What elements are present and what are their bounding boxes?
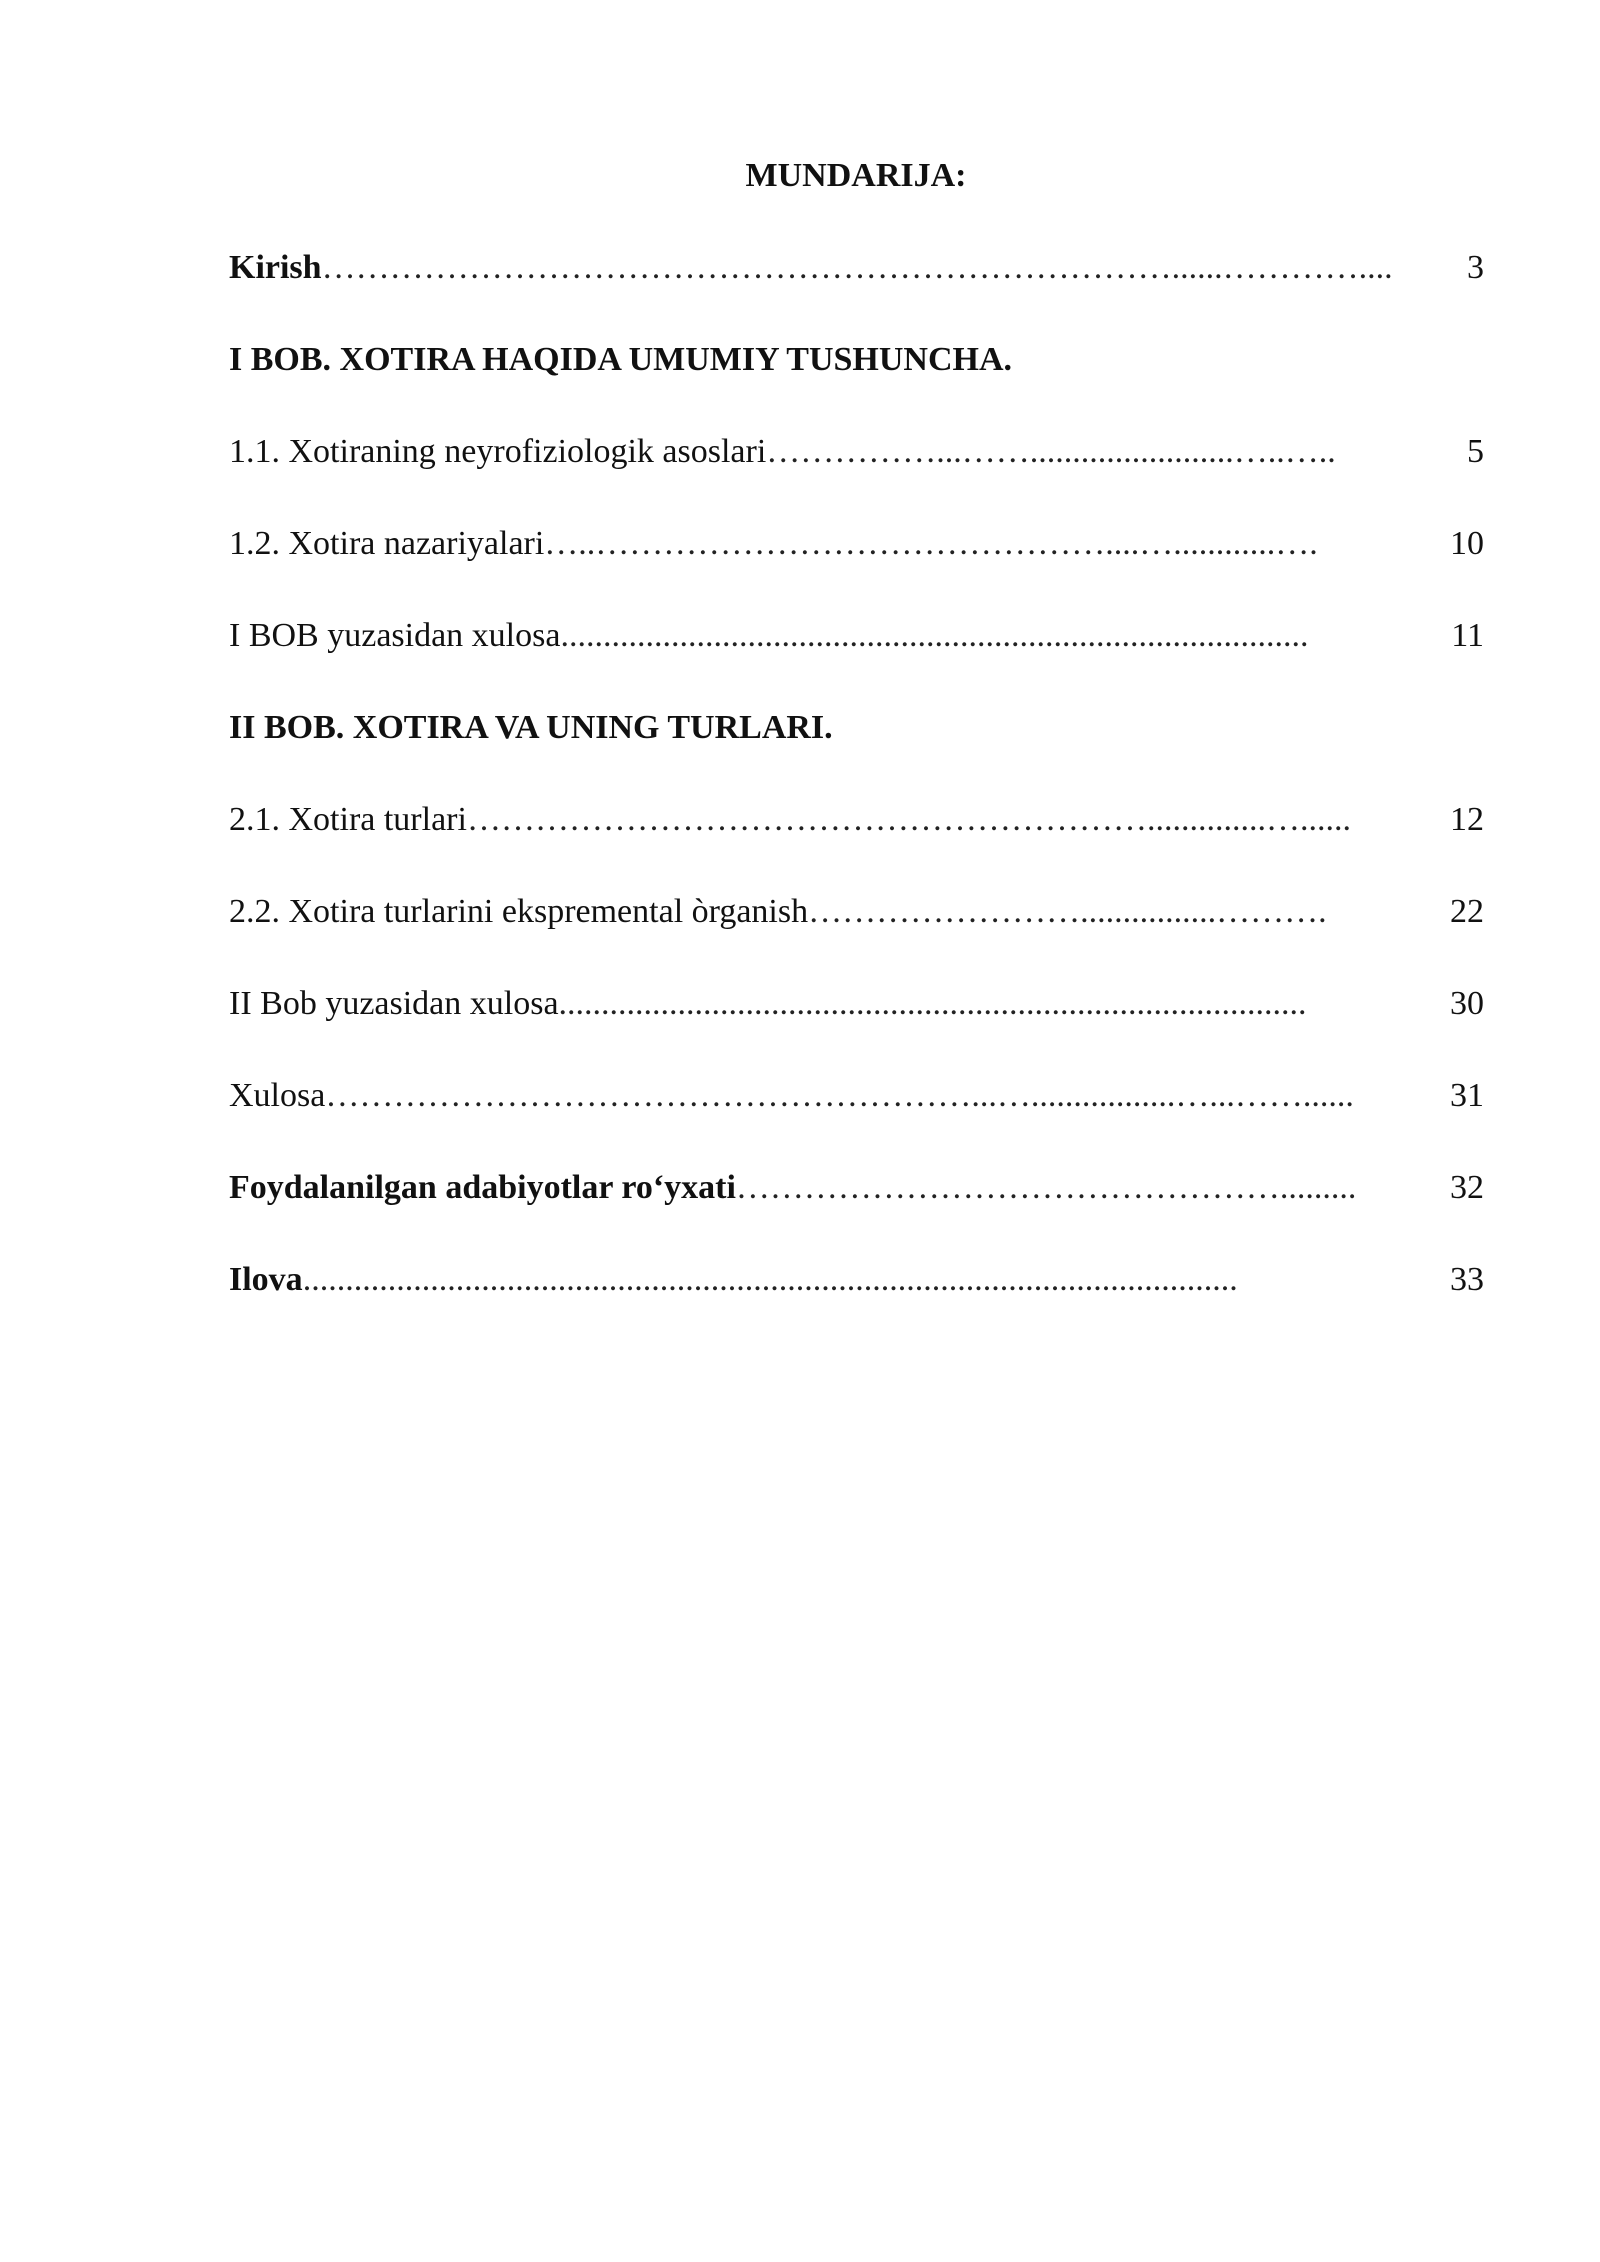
- toc-entry-label: II BOB. XOTIRA VA UNING TURLARI.: [229, 709, 833, 746]
- toc-entry-leader: …………………………………………………...….................…...……......: [325, 1077, 1354, 1114]
- toc-entry-leader: ..............................................................................................................: [302, 1261, 1238, 1298]
- toc-entry-page: 3: [1467, 249, 1484, 286]
- toc-entry-ilova: [229, 1254, 1484, 1346]
- toc-entry-leader: ........................................................................................: [558, 985, 1307, 1022]
- toc-entry-page: 30: [1450, 985, 1484, 1022]
- toc-entry-leader: …………………………………………………………………......…………....: [321, 249, 1393, 286]
- toc-entry-label: I BOB yuzasidan xulosa: [229, 617, 561, 654]
- toc-entry-2-2: [229, 886, 1484, 978]
- toc-entry-leader: ………………………………………….........: [735, 1169, 1357, 1206]
- toc-entry-references: [229, 1162, 1484, 1254]
- toc-entry-page: 12: [1450, 801, 1484, 838]
- toc-entry-kirish: [229, 242, 1484, 334]
- toc-entry-label: Xulosa: [229, 1077, 326, 1114]
- toc-entry-page: 22: [1450, 893, 1484, 930]
- toc-entry-label: 2.2. Xotira turlarini ekspremental òrganish: [229, 893, 809, 930]
- toc-entry-label: 2.1. Xotira turlari: [229, 801, 467, 838]
- table-of-contents: [229, 242, 1484, 1346]
- toc-entry-chapter-1: [229, 334, 1484, 426]
- toc-entry-leader: ……………………................……….: [808, 893, 1327, 930]
- toc-entry-page: 32: [1450, 1169, 1484, 1206]
- toc-entry-label: II Bob yuzasidan xulosa: [229, 985, 559, 1022]
- toc-entry-2-1: [229, 794, 1484, 886]
- toc-entry-1-2: [229, 518, 1484, 610]
- toc-entry-leader: ........................................................................................: [560, 617, 1309, 654]
- toc-entry-page: 10: [1450, 525, 1484, 562]
- toc-entry-label: 1.1. Xotiraning neyrofiziologik asoslari: [229, 433, 767, 470]
- toc-entry-label: Foydalanilgan adabiyotlar ro‘yxati: [229, 1169, 736, 1206]
- toc-entry-chapter-2-conclusion: [229, 978, 1484, 1070]
- toc-entry-leader: …..………………………………………....…............….: [544, 525, 1318, 562]
- toc-entry-chapter-1-conclusion: [229, 610, 1484, 702]
- toc-title: MUNDARIJA:: [745, 157, 967, 194]
- toc-entry-label: Ilova: [229, 1261, 303, 1298]
- toc-entry-label: 1.2. Xotira nazariyalari: [229, 525, 545, 562]
- toc-entry-label: I BOB. XOTIRA HAQIDA UMUMIY TUSHUNCHA.: [229, 341, 1013, 378]
- toc-entry-leader: ……………...……........................…..…..: [766, 433, 1336, 470]
- toc-entry-page: 11: [1451, 617, 1484, 654]
- toc-entry-page: 31: [1450, 1077, 1484, 1114]
- toc-entry-page: 33: [1450, 1261, 1484, 1298]
- toc-entry-chapter-2: [229, 702, 1484, 794]
- toc-entry-label: Kirish: [229, 249, 322, 286]
- toc-entry-xulosa: [229, 1070, 1484, 1162]
- toc-entry-leader: ……………………………………………………..............…......: [466, 801, 1351, 838]
- toc-entry-page: 5: [1467, 433, 1484, 470]
- toc-entry-1-1: [229, 426, 1484, 518]
